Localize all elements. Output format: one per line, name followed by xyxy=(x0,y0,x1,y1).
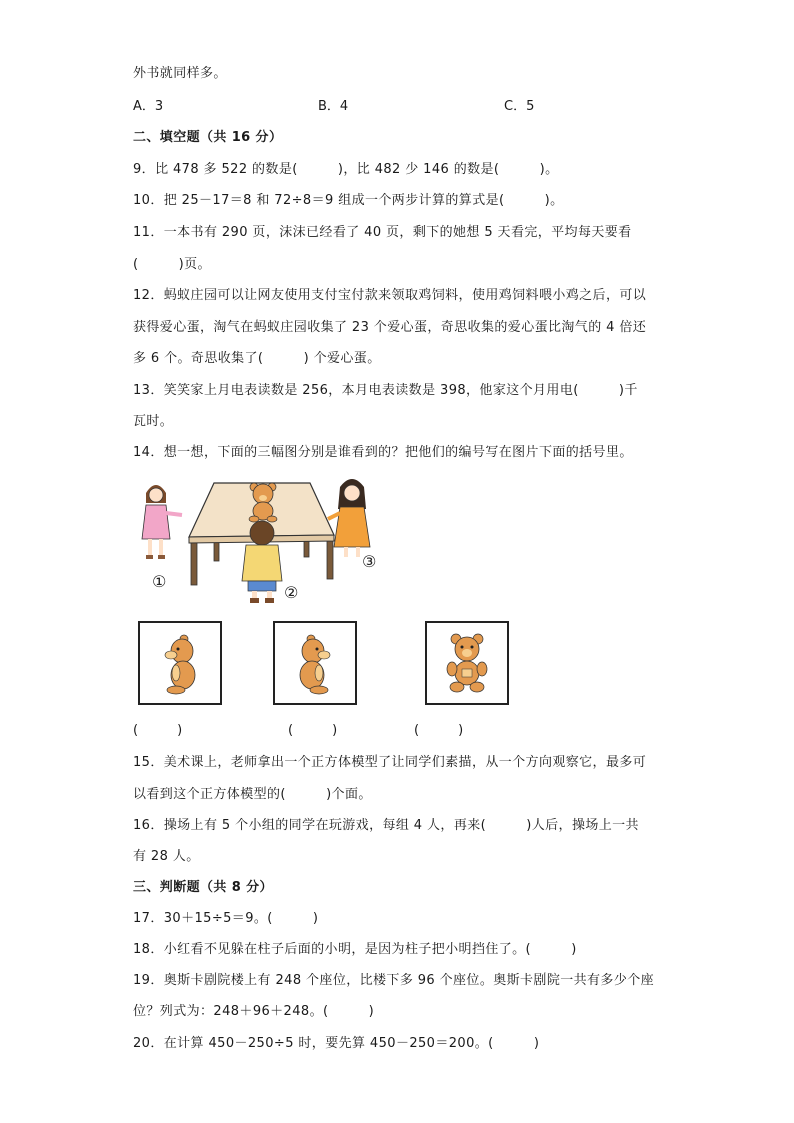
view-frame-1 xyxy=(138,621,222,705)
question-19: 19．奥斯卡剧院楼上有 248 个座位，比楼下多 96 个座位。奥斯卡剧院一共有多少个座 xyxy=(133,973,655,988)
question-11-cont: ( )页。 xyxy=(133,257,211,272)
question-9: 9．比 478 多 522 的数是( )，比 482 少 146 的数是( )。 xyxy=(133,162,559,177)
bear-side-view xyxy=(275,623,355,703)
question-19-cont: 位？列式为：248＋96＋248。( ) xyxy=(133,1004,375,1019)
bear-front-view xyxy=(427,623,507,703)
question-16-cont: 有 28 人。 xyxy=(133,849,200,864)
text-line: 外书就同样多。 xyxy=(133,66,227,81)
question-18: 18．小红看不见躲在柱子后面的小明，是因为柱子把小明挡住了。( ) xyxy=(133,942,577,957)
choice-a: A．3 xyxy=(133,99,164,114)
scene-label-2: ② xyxy=(284,583,299,602)
bear-side-view xyxy=(140,623,220,703)
child-3-girl-orange xyxy=(328,479,370,557)
question-17: 17．30＋15÷5＝9。( ) xyxy=(133,911,319,926)
choice-c: C．5 xyxy=(504,99,535,114)
answer-blank-3[interactable]: ( ) xyxy=(414,723,464,738)
question-13-cont: 瓦时。 xyxy=(133,414,174,429)
scene-illustration xyxy=(134,475,384,610)
child-1-girl-pink xyxy=(142,485,182,559)
view-frame-3 xyxy=(425,621,509,705)
answer-blank-1[interactable]: ( ) xyxy=(133,723,183,738)
question-15-cont: 以看到这个正方体模型的( )个面。 xyxy=(133,787,372,802)
scene-label-3: ③ xyxy=(362,552,377,571)
section-heading: 二、填空题（共 16 分） xyxy=(133,130,283,145)
question-20: 20．在计算 450－250÷5 时，要先算 450－250＝200。( ) xyxy=(133,1036,540,1051)
question-11: 11．一本书有 290 页，沫沫已经看了 40 页，剩下的她想 5 天看完，平均每天要看 xyxy=(133,225,632,240)
answer-blank-2[interactable]: ( ) xyxy=(288,723,338,738)
scene-label-1: ① xyxy=(152,572,167,591)
question-13: 13．笑笑家上月电表读数是 256，本月电表读数是 398，他家这个月用电( )千 xyxy=(133,383,638,398)
view-frame-2 xyxy=(273,621,357,705)
choice-b: B．4 xyxy=(318,99,349,114)
question-12-cont: 获得爱心蛋，淘气在蚂蚁庄园收集了 23 个爱心蛋，奇思收集的爱心蛋比淘气的 4 倍还 xyxy=(133,320,647,335)
question-12: 12．蚂蚁庄园可以让网友使用支付宝付款来领取鸡饲料，使用鸡饲料喂小鸡之后，可以 xyxy=(133,288,647,303)
section-heading: 三、判断题（共 8 分） xyxy=(133,880,273,895)
question-12-cont2: 多 6 个。奇思收集了( ) 个爱心蛋。 xyxy=(133,351,381,366)
question-15: 15．美术课上，老师拿出一个正方体模型了让同学们素描，从一个方向观察它，最多可 xyxy=(133,755,647,770)
question-14: 14．想一想，下面的三幅图分别是谁看到的？把他们的编号写在图片下面的括号里。 xyxy=(133,445,633,460)
question-16: 16．操场上有 5 个小组的同学在玩游戏，每组 4 人，再来( )人后，操场上一共 xyxy=(133,818,639,833)
question-10: 10．把 25－17＝8 和 72÷8＝9 组成一个两步计算的算式是( )。 xyxy=(133,193,564,208)
